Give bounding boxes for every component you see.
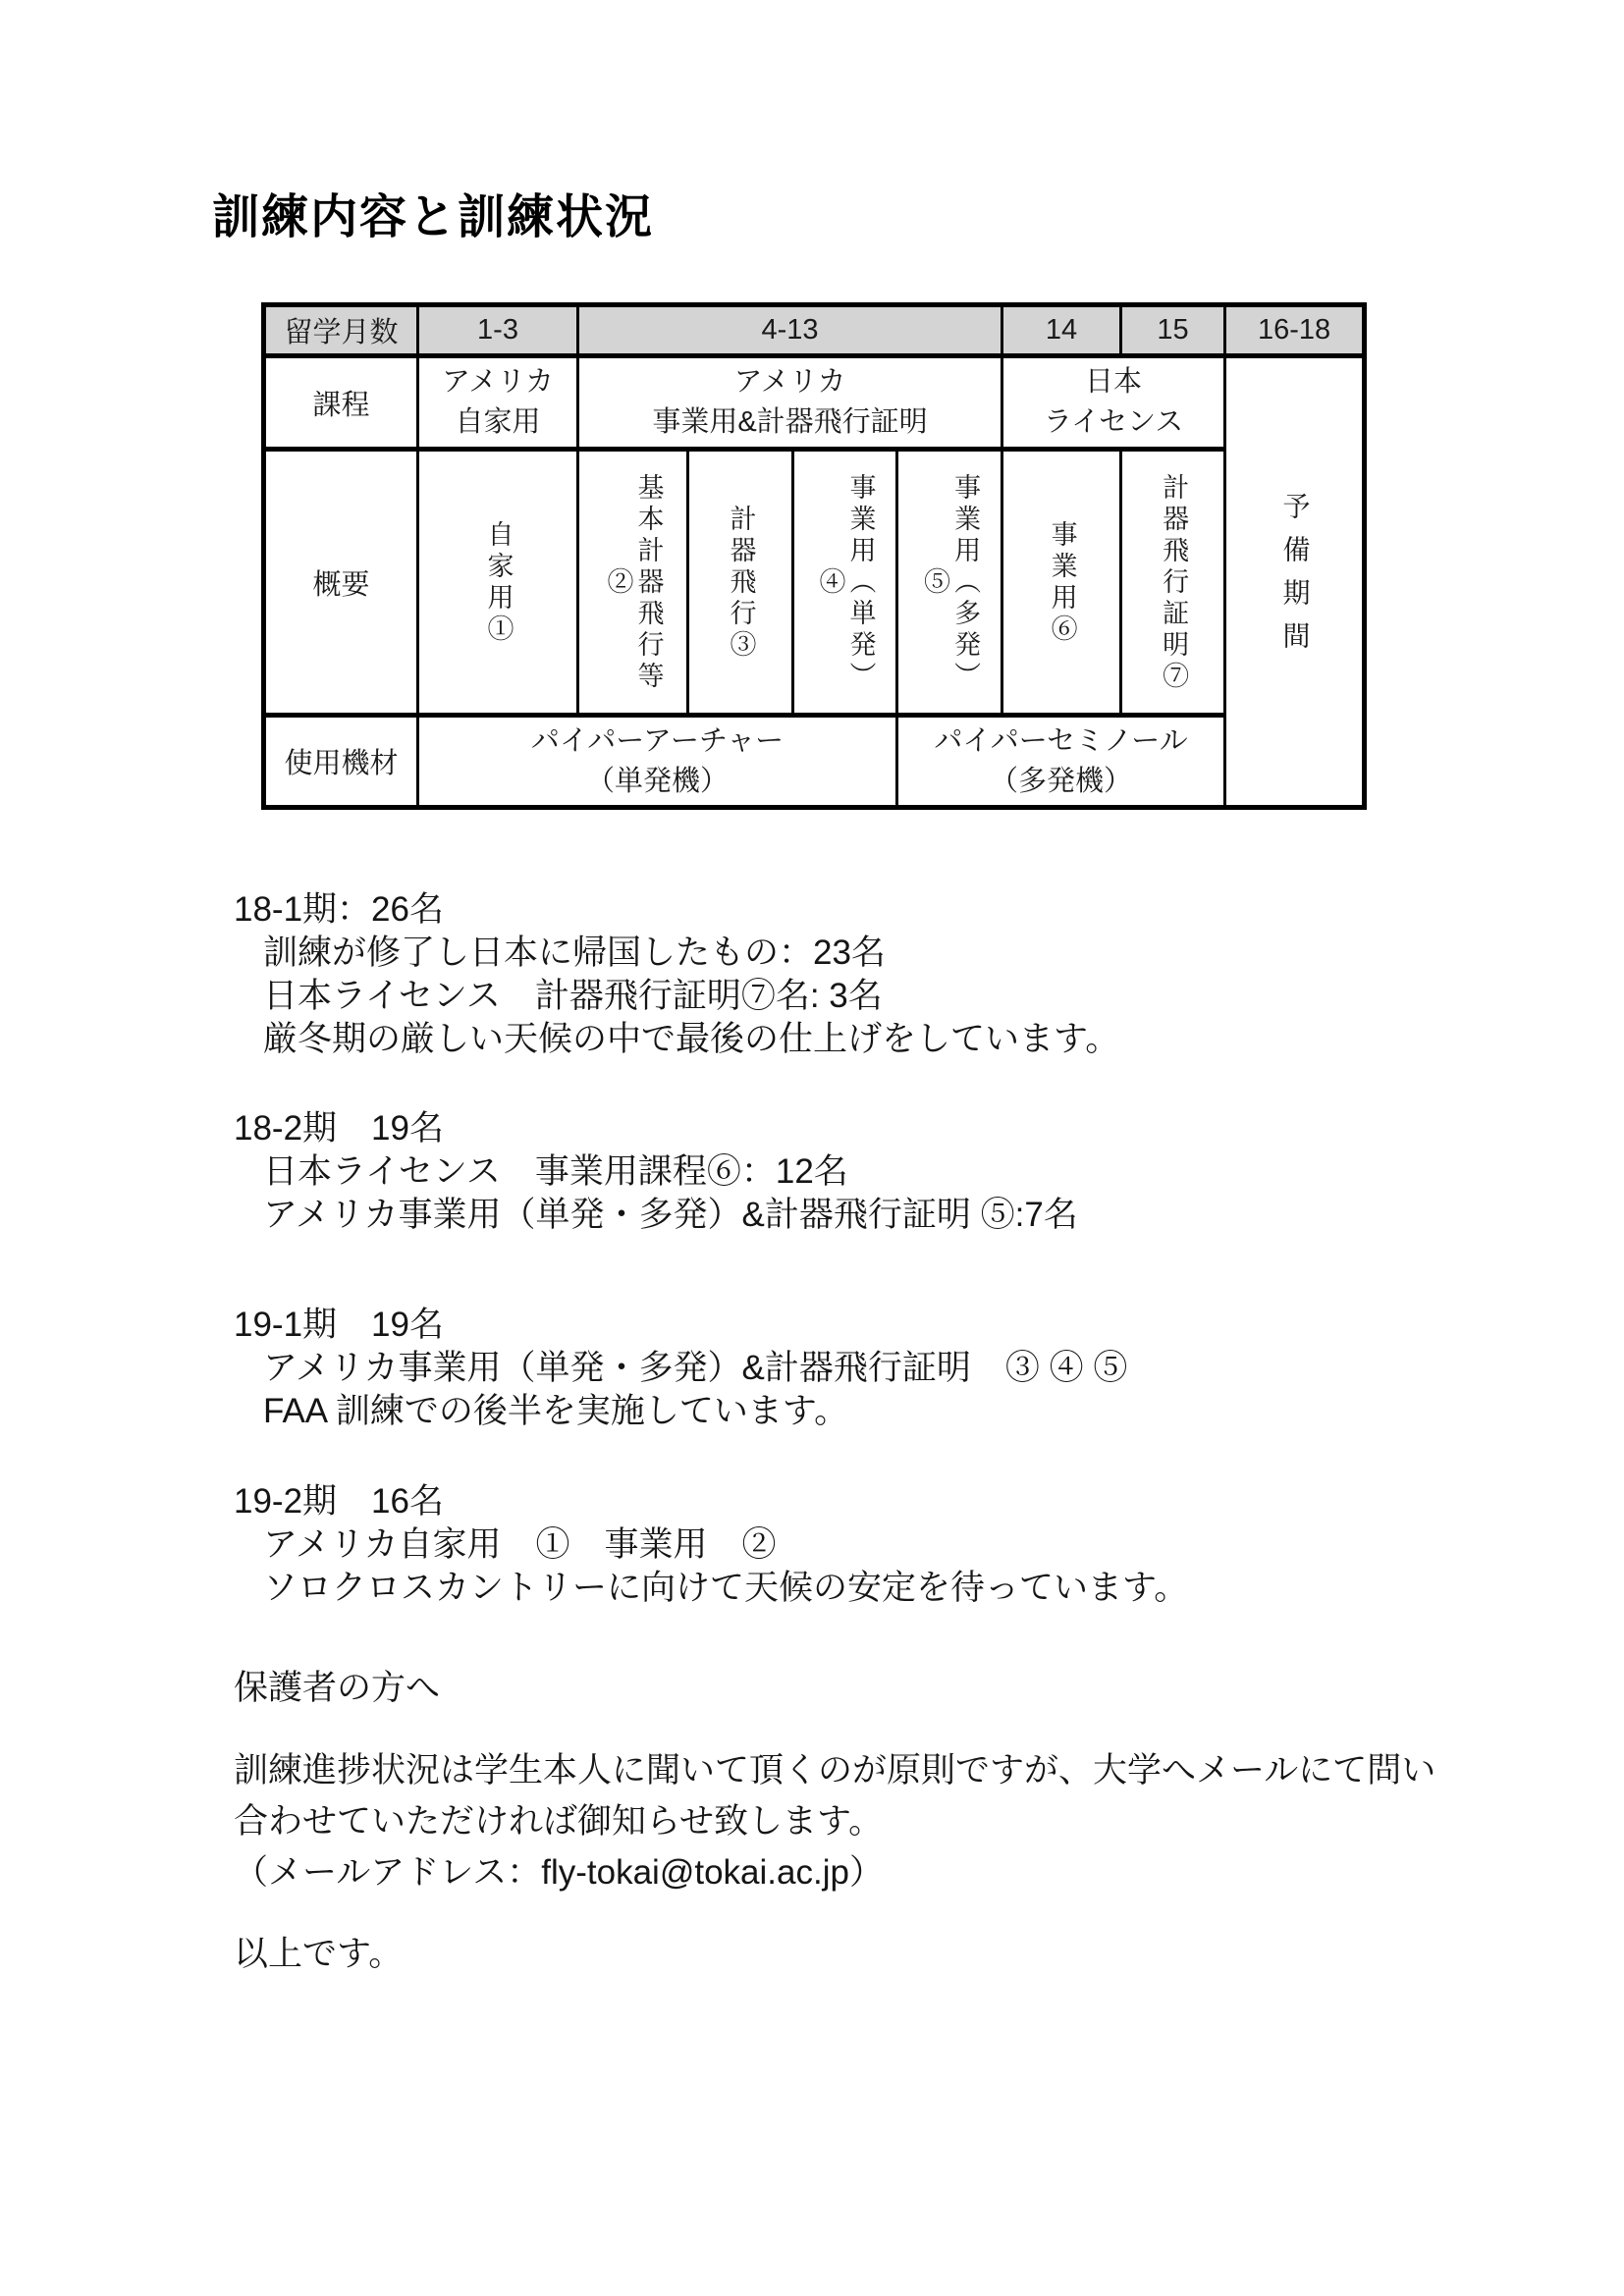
section-18-1-line: 日本ライセンス 計器飛行証明⑦名: 3名 — [263, 977, 883, 1015]
course-row-label: 課程 — [264, 356, 418, 450]
months-15: 15 — [1121, 305, 1225, 356]
overview-instrument-3 — [688, 450, 793, 716]
reserve-period-text: 予備期間 — [1279, 491, 1311, 665]
months-4-13: 4-13 — [578, 305, 1002, 356]
course-us-private — [418, 356, 578, 450]
table-row-months — [264, 305, 1365, 356]
overview-private-1 — [418, 450, 578, 716]
overview-commercial-6-text: 事業用⑥ — [1047, 519, 1077, 646]
equipment-piper-archer-name: パイパーアーチャー — [530, 724, 785, 757]
section-18-1-line: 厳冬期の厳しい天候の中で最後の仕上げをしています。 — [263, 1020, 1120, 1058]
equipment-row-label: 使用機材 — [264, 716, 418, 808]
section-19-1 — [234, 1304, 1127, 1433]
section-19-2-line: アメリカ自家用 ① 事業用 ② — [263, 1525, 777, 1564]
section-18-1 — [234, 888, 1119, 1061]
overview-basic-instrument-2 — [578, 450, 688, 716]
overview-commercial-single-4-text: 事業用（単発）④ — [815, 472, 876, 693]
section-18-2-heading: 18-2期 19名 — [234, 1109, 444, 1148]
contact-paragraph-line1: 訓練進捗状況は学生本人に聞いて頂くのが原則ですが、大学へメールにて問い — [234, 1751, 1436, 1789]
section-18-1-line: 訓練が修了し日本に帰国したもの：23名 — [263, 934, 886, 972]
contact-paragraph-line2: 合わせていただければ御知らせ致します。 — [234, 1802, 884, 1841]
section-18-2-line: 日本ライセンス 事業用課程⑥：12名 — [263, 1152, 848, 1191]
course-us-private-line1: アメリカ — [442, 366, 554, 398]
email-address-line: （メールアドレス：fly-tokai@tokai.ac.jp） — [234, 1853, 884, 1892]
months-16-18: 16-18 — [1225, 305, 1365, 356]
overview-instrument-cert-7-text: 計器飛行証明⑦ — [1159, 472, 1189, 693]
reserve-period-cell — [1225, 356, 1365, 808]
section-19-1-line: アメリカ事業用（単発・多発）&計器飛行証明 ③ ④ ⑤ — [263, 1349, 1128, 1387]
section-19-2-heading: 19-2期 16名 — [234, 1482, 444, 1521]
table-row-course — [264, 356, 1365, 450]
course-japan-license-line2: ライセンス — [1043, 406, 1184, 438]
section-19-1-heading: 19-1期 19名 — [234, 1306, 444, 1344]
equipment-piper-archer — [418, 716, 897, 808]
section-18-1-heading: 18-1期：26名 — [234, 890, 444, 929]
course-japan-license-line1: 日本 — [1085, 366, 1143, 398]
section-18-2 — [234, 1107, 1078, 1237]
course-us-commercial-line1: アメリカ — [733, 366, 846, 398]
table-row-overview — [264, 450, 1365, 716]
closing-line: 以上です。 — [234, 1935, 404, 1973]
section-19-1-line: FAA 訓練での後半を実施しています。 — [263, 1392, 849, 1430]
course-japan-license — [1002, 356, 1225, 450]
overview-commercial-multi-5 — [897, 450, 1002, 716]
course-us-private-line2: 自家用 — [455, 406, 541, 438]
section-19-2-line: ソロクロスカントリーに向けて天候の安定を待っています。 — [263, 1569, 1189, 1607]
section-18-2-line: アメリカ事業用（単発・多発）&計器飛行証明 ⑤:7名 — [263, 1196, 1078, 1234]
months-row-label: 留学月数 — [264, 305, 418, 356]
overview-private-1-text: 自家用① — [483, 519, 514, 646]
overview-instrument-cert-7 — [1121, 450, 1225, 716]
page-title: 訓練内容と訓練状況 — [212, 191, 655, 243]
contact-paragraph — [234, 1745, 1435, 1847]
months-1-3: 1-3 — [418, 305, 578, 356]
equipment-piper-seminole — [897, 716, 1225, 808]
course-us-commercial — [578, 356, 1002, 450]
overview-instrument-3-text: 計器飛行③ — [726, 504, 756, 662]
table-row-equipment — [264, 716, 1365, 808]
training-schedule-table — [261, 302, 1367, 810]
overview-row-label: 概要 — [264, 450, 418, 716]
overview-basic-instrument-2-text: 基本計器飛行等② — [603, 472, 664, 693]
section-19-2 — [234, 1480, 1188, 1610]
equipment-piper-seminole-name: パイパーセミノール — [934, 724, 1188, 757]
overview-commercial-6 — [1002, 450, 1121, 716]
overview-commercial-single-4 — [793, 450, 897, 716]
course-us-commercial-line2: 事業用&計器飛行証明 — [652, 406, 928, 438]
guardian-salutation: 保護者の方へ — [234, 1669, 441, 1707]
overview-commercial-multi-5-text: 事業用（多発）⑤ — [920, 472, 981, 693]
equipment-piper-seminole-type: （多発機） — [990, 765, 1133, 797]
equipment-piper-archer-type: （単発機） — [585, 765, 729, 797]
months-14: 14 — [1002, 305, 1121, 356]
